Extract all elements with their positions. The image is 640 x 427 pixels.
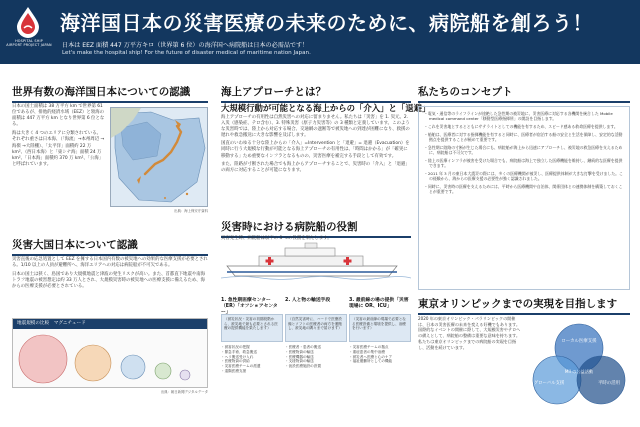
logo-caption-line2: AIRPORT PROJECT JAPAN xyxy=(6,43,52,48)
drop-icon xyxy=(15,6,41,38)
disaster-nation-text xyxy=(12,257,208,290)
section-heading: 東京オリンピックまでの実現を目指します xyxy=(418,298,618,310)
concept-bullet: ・電気・通信等のライフラインが途絶した急性期の被災地に、災害医療に対応する各機関を統合した Mobile medical command center「移動型医療指揮所」の開設を目指します。 xyxy=(424,111,613,122)
concept-box xyxy=(418,106,630,290)
chart-graphic xyxy=(13,329,208,388)
role-title: 3. 最前線の場の提供「災害現場に OR、ICU」 xyxy=(349,298,409,309)
section-heading: 災害大国日本について認識 xyxy=(12,239,138,251)
concept-bullet: ・急性期に陸路の寸断が生じた場合にも、病院船が海上から迅速にアプローチし、被災地の救急医療を支えるために、病院船は不可欠です。 xyxy=(424,144,623,155)
section-olympics-goal xyxy=(418,296,630,315)
list-item: ・災害医療チームの拠点 xyxy=(349,345,389,349)
list-item: ・被害状況の把握 xyxy=(221,345,250,349)
paragraph: 海は大きく 4 つのエリアに分類されている。それぞれ重さは日本海、（「海流」→本州周辺 → 海嶺 →大陸棚）、「太平洋」面積約 22 万 km²、（西日本海）と「東シナ海」面積 24 万 km²、「日本海」面積約 370 万 km²、「公海」と呼ばれています。 xyxy=(12,131,105,167)
role-description: （自然災害時に、ハードで医療設備とソフトの医療者の両方を運搬し、被災地の隅々まで届けます） xyxy=(285,314,347,342)
concept-bullet: ・これを災害地とするとともにサテライトとしての機能を有するため、スピード感ある救命医療を提供します。 xyxy=(424,123,618,129)
list-item: ・医療者・患者の搬送 xyxy=(285,345,321,349)
heading-underline xyxy=(418,101,630,103)
subtitle-en: Let's make the hospital ship! For the future of disaster medical of maritime nation Japan. xyxy=(62,50,311,56)
earthquake-chart xyxy=(12,318,208,388)
header-banner xyxy=(0,0,640,64)
venn-center-label: Mil の公益活動 xyxy=(564,369,594,374)
role-list xyxy=(221,298,411,418)
heading-underline xyxy=(418,313,630,315)
chart-caption: 出典：朝日新聞デジタルデータ xyxy=(160,390,208,394)
paragraph: 日本の国土面積は 38 万平方 km で世界第 61 位であるが、排他的経済水域（EEZ）と領海の面積は 447 万平方 km となり世界第 6 位となる。 xyxy=(12,104,105,128)
paragraph: 国直のいわゆる十分な陸上からの「介入」=Intervention と「退避」= 退避（Evacuation）を同時に行う大規模な行動が可能となる海上アプローチの有用性は、「時間はかかる」が「確実に移動する」ため重要なインフラとなるものの、災害医療を補完する手段として有効です。 xyxy=(221,141,410,159)
paragraph: また、陸路が寸断された場合でも海上からアプローチすることで、災害時の「介入」と「退避」の両方に対応することが可能になります。 xyxy=(221,161,410,173)
list-item: ・医療物資の供給 xyxy=(221,359,250,364)
role-title: 1. 急性期医療センター（ER）「オフショアセンター」 xyxy=(221,298,278,315)
logo-caption-line1: HOSPITAL SHIP xyxy=(15,39,43,43)
maritime-nation-text xyxy=(12,104,105,168)
role-description: （災害の最前線の現場で必要となる医療設備と環境を提供し、治療を行います） xyxy=(349,314,411,342)
list-item: ・緊急手術、救急搬送 xyxy=(221,349,257,354)
venn-label: 平時の活用 xyxy=(598,381,620,386)
role-items xyxy=(285,345,347,369)
role-intro: 災害発生時、病院船は以下の 3 つの役割を果たします。 xyxy=(221,236,332,241)
logo xyxy=(6,6,52,58)
paragraph: 災害直後の応急処置として EEZ を擁する日本国内有数の被災地への効果的な医療支援が必要とされる。1/10 以上の人員が避難所へ、海洋エリアへの対応は病院船が不可欠である。 xyxy=(12,257,208,269)
paragraph: 日本の国土は狭く、島国であり大規模地震と津波の発生リスクが高い。また、首都直下地震や南海トラフ地震の被害想定は約 33 万人とされ、大規模災害時の被災地への医療支援に備えるため、海からの医療支援が必要とされている。 xyxy=(12,272,206,290)
section-heading: 海上アプローチとは？ xyxy=(221,86,326,98)
list-item: ・医療機器の輸送 xyxy=(285,354,314,359)
role-title: 2. 人と物の輸送手段 xyxy=(285,298,331,303)
list-item: ・福祉避難所としての機能 xyxy=(349,359,393,364)
role-description: （被災状況・災害の初期段階から、被災地で最も必要とされる医療の提供機能を果たします） xyxy=(221,314,283,342)
list-item: ・支援物資の輸送 xyxy=(285,359,314,364)
page-title: 海洋国日本の災害医療の未来のために、病院船を創ろう！ xyxy=(60,11,593,35)
role-card xyxy=(349,298,411,364)
list-item: ・遠隔医療支援 xyxy=(221,368,247,373)
role-card xyxy=(285,298,347,369)
map-graphic xyxy=(111,108,208,207)
chart-header: 地震規模の比較 マグニチュード xyxy=(13,319,207,329)
subtitle-jp: 日本は EEZ 面積 447 万平方キロ（世界第 6 位）の海洋国へ病院船は日本の必需品です！ xyxy=(62,42,309,49)
venn-label: ローカル医療支援 xyxy=(561,339,597,344)
section-sea-approach xyxy=(221,84,411,103)
section-maritime-nation xyxy=(12,84,208,103)
section-heading: 世界有数の海洋国日本についての認識 xyxy=(12,86,191,98)
list-item: ・仮設医療施設の設置 xyxy=(285,364,321,369)
role-card xyxy=(221,298,283,374)
section-subheading: 大規模行動が可能となる海上からの「介入」と「退避」 xyxy=(221,103,431,113)
map-caption: 出典：海上保安庁資料 xyxy=(174,209,208,213)
section-heading: 災害時における病院船の役割 xyxy=(221,221,358,233)
heading-underline xyxy=(12,101,208,103)
list-item: ・被災者へ医療と心のケア xyxy=(349,354,393,359)
venn-diagram xyxy=(527,318,631,418)
concept-bullet: ・2011 年 3 月の東日本大震災の際には、多くの医療機関が被災し、医療提供体制が大きな打撃を受けました。この経験から、海からの医療支援の必要性が強く認識されました。 xyxy=(424,170,623,181)
sea-approach-text xyxy=(221,115,411,174)
section-disaster-nation xyxy=(12,237,208,256)
list-item: ・医療物資の輸送 xyxy=(285,349,314,354)
concept-bullet: ・同時に、災害時の医療を支えるためには、平時から医療機関や自治体、関係団体との連携体制を構築しておくことが重要です。 xyxy=(424,183,623,194)
japan-eez-map xyxy=(110,107,208,207)
role-items xyxy=(349,345,411,364)
section-concept xyxy=(418,84,630,103)
sea-approach-subheading-wrap xyxy=(221,102,431,114)
role-items xyxy=(221,345,283,374)
paragraph: 海上アプローチの有用性は自然災害への対応に留まりません。私たちは「災害」を 1. 災元、2. 入災（感染症、テロ含む）、3. 特殊災害（原子力災害等）の 3 種類と定義しています。このような災害時では、陸上から対応する場合、交通網の遮断等で被災地への到達が困難になり、救援の遅れや救急搬送に大きな影響を及ぼします。 xyxy=(221,115,410,139)
section-heading: 私たちのコンセプト xyxy=(418,86,513,98)
hospital-ship-illustration xyxy=(221,242,411,282)
list-item: ・災害医療チームの派遣 xyxy=(221,364,261,369)
list-item: ・ヘリ搬送受け入れ xyxy=(221,354,254,359)
concept-bullet: ・陸上の医療インフラが被害を受けた場合でも、病院船は海上で独立した医療機能を維持し、継続的な医療を提供できます。 xyxy=(424,157,623,168)
olympics-goal-text: 2020 年の東京オリンピック・パラリンピックの開催は、日本の災害医療の未来を変える好機でもあります。国際的なイベントの開催に際して、大規模災害やテロへの備えとして、病院船の整備は重要な意味を持ちます。私たちは東京オリンピックまでの病院船の実現を目指し、活動を続けています。 xyxy=(418,316,521,350)
heading-underline xyxy=(12,254,208,256)
concept-bullet: ・船舶は、医療者に対する指揮機能を有すると同時に、医療者が宿泊する船の安全と生活を保障し、安定的な活動拠点を提供することが極めて重要です。 xyxy=(424,131,623,142)
venn-label: グローバル支援 xyxy=(533,381,565,386)
list-item: ・重症患者の集中治療 xyxy=(349,349,385,354)
